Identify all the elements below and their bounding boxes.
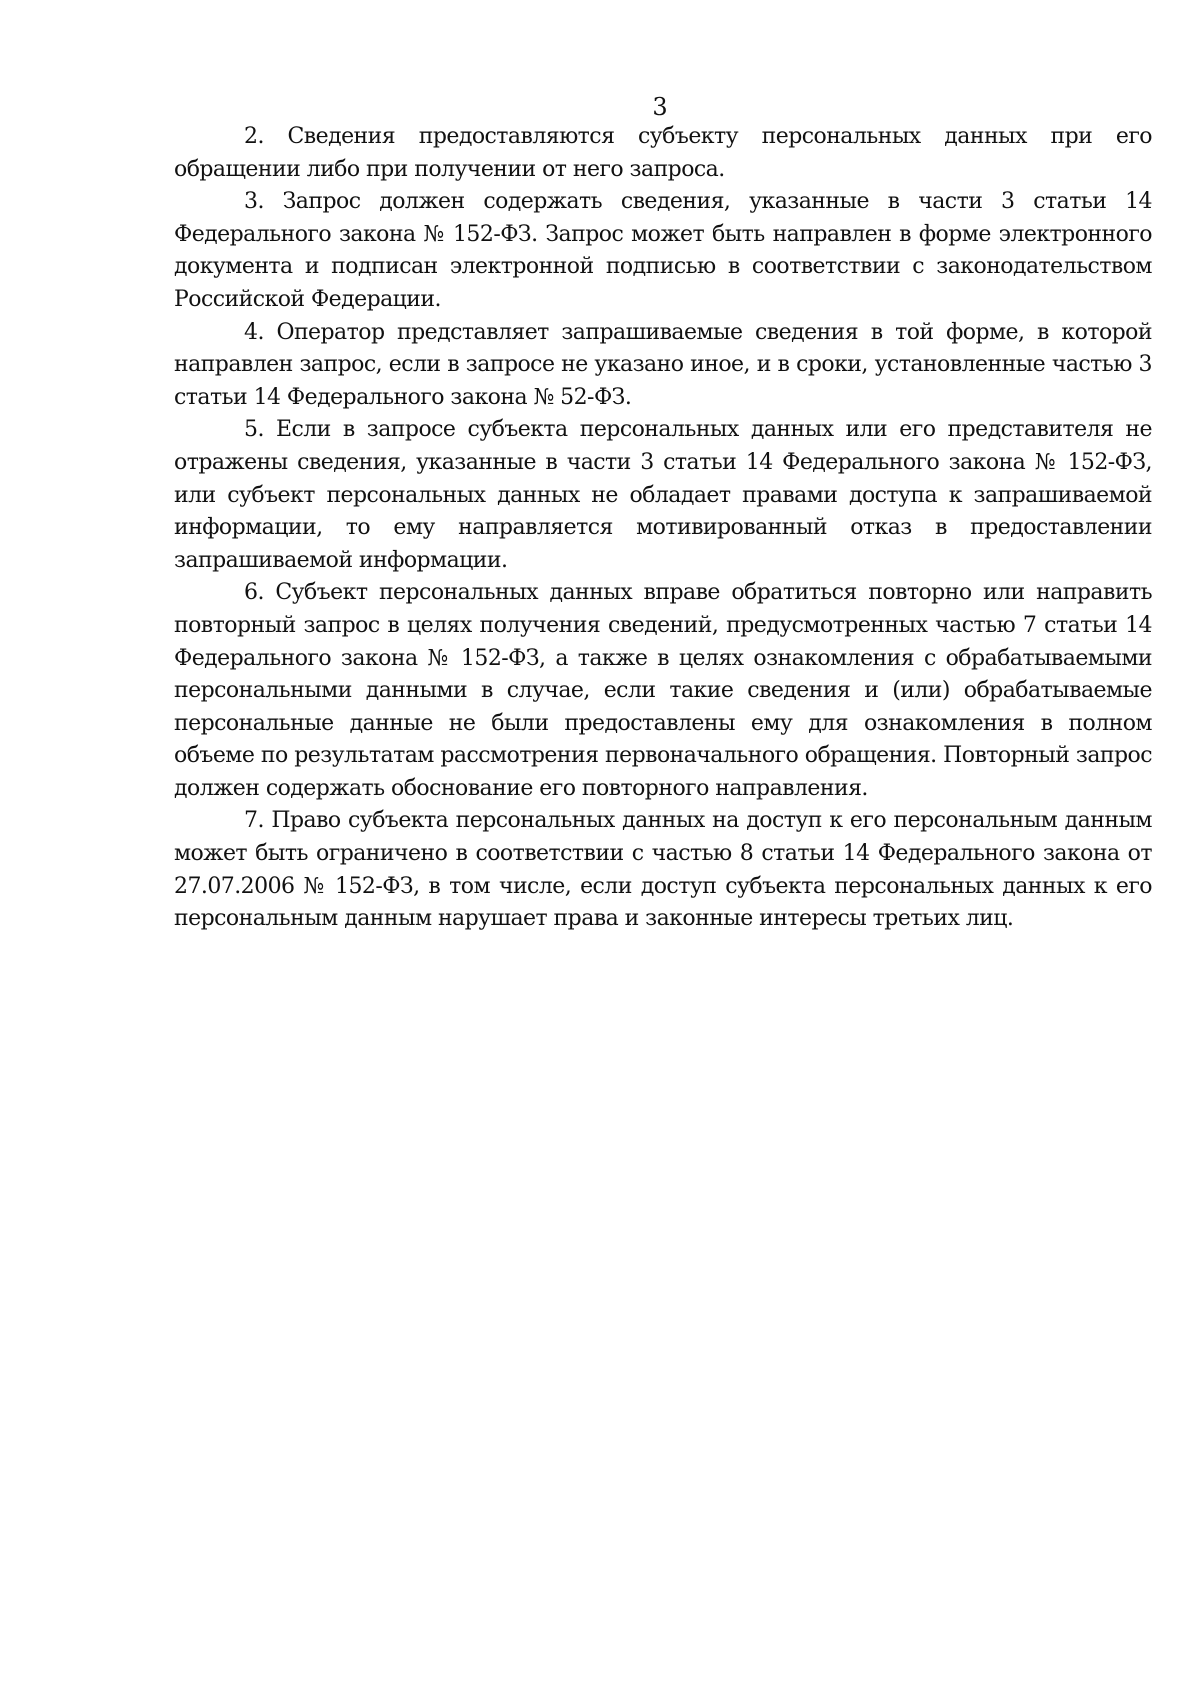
paragraph-4: 4. Оператор представляет запрашиваемые сведения в той форме, в которой направлен запрос, если в запросе не указано иное, и в сроки, установленные частью 3 статьи 14 Федерального закона № 52-ФЗ. <box>174 319 1152 410</box>
document-body <box>174 121 1152 936</box>
paragraph-2: 2. Сведения предоставляются субъекту персональных данных при его обращении либо при получении от него запроса. <box>174 124 1152 182</box>
paragraph-3: 3. Запрос должен содержать сведения, указанные в части 3 статьи 14 Федерального закона № 152-ФЗ. Запрос может быть направлен в форме электронного документа и подписан электронной подписью в соответствии с законодательством Российской Федерации. <box>174 189 1152 312</box>
paragraph-5: 5. Если в запросе субъекта персональных данных или его представителя не отражены сведения, указанные в части 3 статьи 14 Федерального закона № 152-ФЗ, или субъект персональных данных не обладает правами доступа к запрашиваемой информации, то ему направляется мотивированный отказ в предоставлении запрашиваемой информации. <box>174 417 1152 573</box>
page-number: 3 <box>652 93 668 121</box>
paragraph-6: 6. Субъект персональных данных вправе обратиться повторно или направить повторный запрос в целях получения сведений, предусмотренных частью 7 статьи 14 Федерального закона № 152-ФЗ, а также в целях ознакомления с обрабатываемыми персональными данными в случае, если такие сведения и (или) обрабатываемые персональные данные не были предоставлены ему для ознакомления в полном объеме по результатам рассмотрения первоначального обращения. Повторный запрос должен содержать обоснование его повторного направления. <box>174 580 1152 801</box>
paragraph-7: 7. Право субъекта персональных данных на доступ к его персональным данным может быть ограничено в соответствии с частью 8 статьи 14 Федерального закона от 27.07.2006 № 152-ФЗ, в том числе, если доступ субъекта персональных данных к его персональным данным нарушает права и законные интересы третьих лиц. <box>174 808 1152 932</box>
